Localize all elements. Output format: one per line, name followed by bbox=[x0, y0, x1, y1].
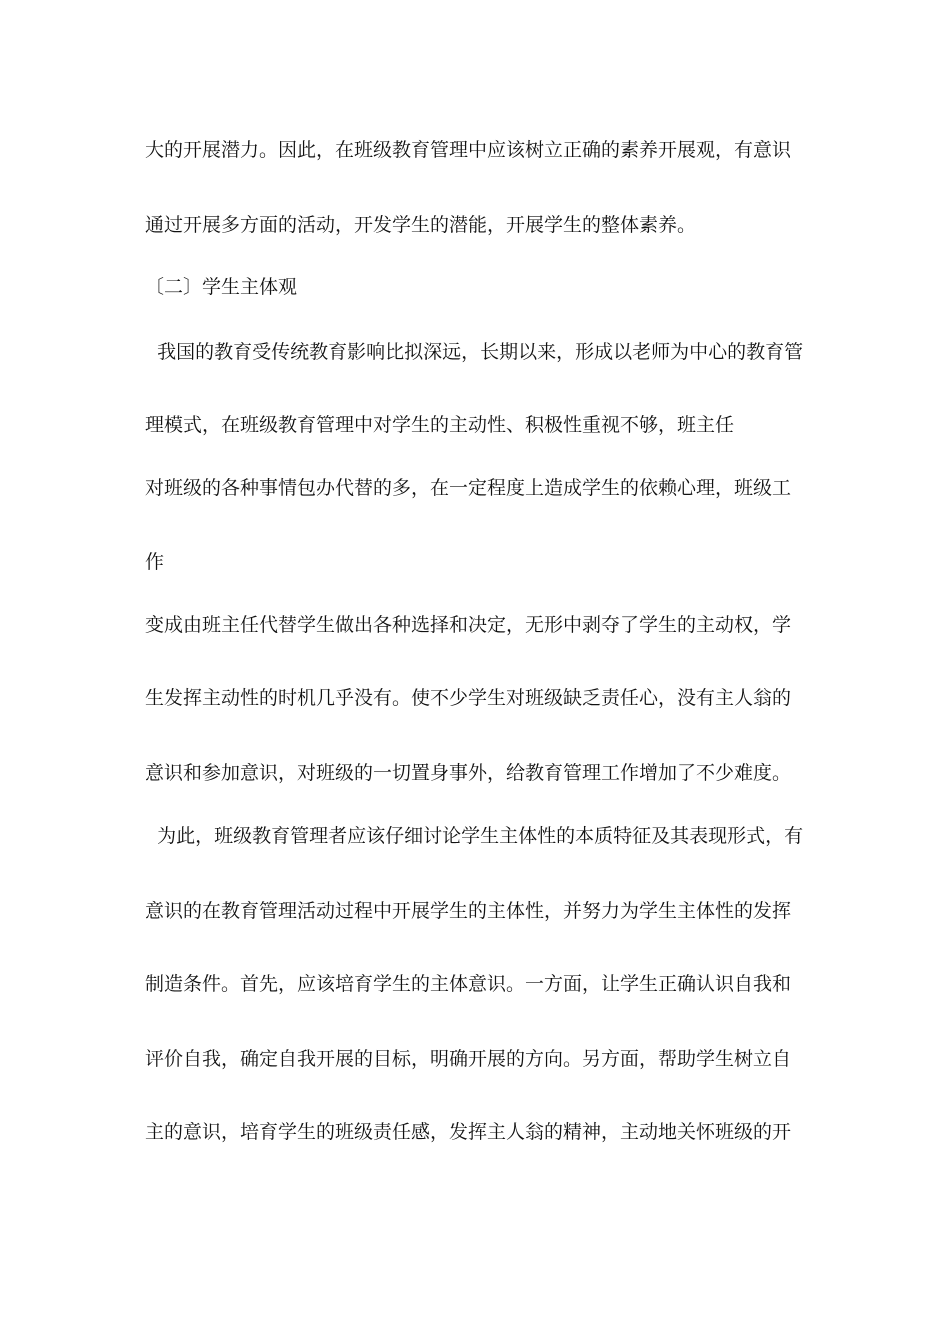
paragraph-line: 作 bbox=[145, 551, 165, 573]
paragraph-line: 对班级的各种事情包办代替的多，在一定程度上造成学生的依赖心理，班级工 bbox=[145, 477, 792, 499]
paragraph-line: 大的开展潜力。因此，在班级教育管理中应该树立正确的素养开展观，有意识 bbox=[145, 139, 792, 161]
paragraph-line: 通过开展多方面的活动，开发学生的潜能，开展学生的整体素养。 bbox=[145, 214, 697, 236]
paragraph-line: 我国的教育受传统教育影响比拟深远，长期以来，形成以老师为中心的教育管 bbox=[145, 341, 804, 363]
paragraph-line: 主的意识，培育学生的班级责任感，发挥主人翁的精神，主动地关怀班级的开 bbox=[145, 1121, 792, 1143]
paragraph-line: 生发挥主动性的时机几乎没有。使不少学生对班级缺乏责任心，没有主人翁的 bbox=[145, 687, 792, 709]
paragraph-line: 评价自我，确定自我开展的目标，明确开展的方向。另方面，帮助学生树立自 bbox=[145, 1048, 792, 1070]
paragraph-line: 意识和参加意识，对班级的一切置身事外，给教育管理工作增加了不少难度。 bbox=[145, 762, 792, 784]
paragraph-line: 变成由班主任代替学生做出各种选择和决定，无形中剥夺了学生的主动权，学 bbox=[145, 614, 792, 636]
paragraph-line: 理模式，在班级教育管理中对学生的主动性、积极性重视不够，班主任 bbox=[145, 414, 735, 436]
paragraph-line: 制造条件。首先，应该培育学生的主体意识。一方面，让学生正确认识自我和 bbox=[145, 973, 792, 995]
section-heading: 〔二〕学生主体观 bbox=[145, 276, 298, 298]
paragraph-line: 为此，班级教育管理者应该仔细讨论学生主体性的本质特征及其表现形式，有 bbox=[145, 825, 804, 847]
paragraph-line: 意识的在教育管理活动过程中开展学生的主体性，并努力为学生主体性的发挥 bbox=[145, 900, 792, 922]
